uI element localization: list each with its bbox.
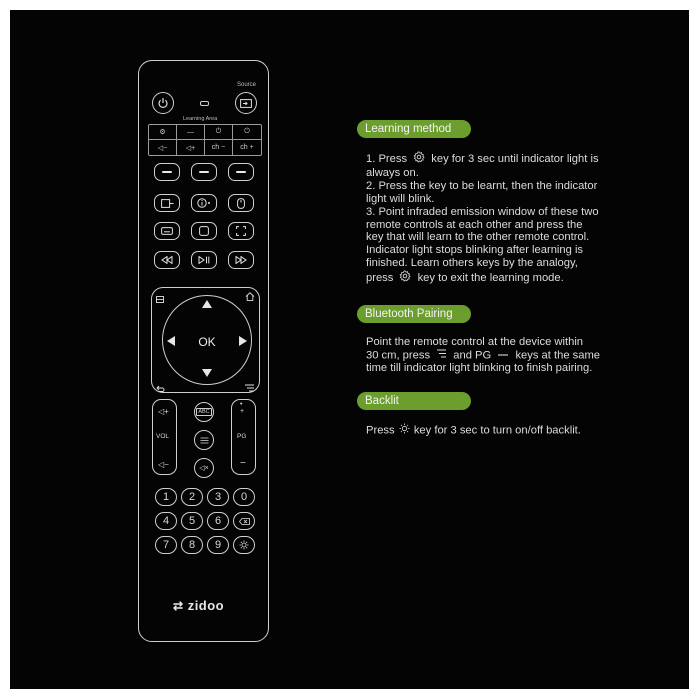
backlit-text: Press key for 3 sec to turn on/off backlit. <box>366 424 581 437</box>
stop-button[interactable] <box>191 222 217 240</box>
key-9[interactable]: 9 <box>207 536 229 554</box>
stop-icon <box>199 226 209 236</box>
input-button[interactable] <box>154 194 180 212</box>
mouse-button[interactable] <box>228 194 254 212</box>
key-7[interactable]: 7 <box>155 536 177 554</box>
brand-name: zidoo <box>187 598 225 613</box>
learning-key-ch-down[interactable]: ch − <box>205 140 233 155</box>
info-icon <box>197 198 211 208</box>
key-2[interactable]: 2 <box>181 488 203 506</box>
settings-list-button[interactable] <box>194 430 214 450</box>
play-pause-button[interactable] <box>191 251 217 269</box>
learning-key-vol-down[interactable]: ◁− <box>149 140 177 155</box>
source-label: Source <box>237 82 257 88</box>
menu-lines-icon <box>436 349 447 362</box>
forward-icon <box>235 256 247 264</box>
menu-corner-icon[interactable] <box>156 290 164 308</box>
source-icon <box>240 99 252 108</box>
key-6[interactable]: 6 <box>207 512 229 530</box>
learning-key-2[interactable]: — <box>177 125 205 140</box>
mute-button[interactable] <box>194 458 214 478</box>
right-arrow-icon[interactable] <box>239 336 247 346</box>
key-1[interactable]: 1 <box>155 488 177 506</box>
key-8[interactable]: 8 <box>181 536 203 554</box>
indicator-light <box>200 101 209 106</box>
learning-method-text: 1. Press key for 3 sec until indicator light is always on. 2. Press the key to be learnt, then the indicator light will blink. 3. Point infraded emission window of these two remote controls at each other and press the key that will learn to the other remote control. Indicator light stops blinking after learning is finished. Learn others keys by the analogy, press key to exit the learning mode. <box>366 152 599 285</box>
zoom-button[interactable] <box>228 222 254 240</box>
volume-label: VOL <box>156 433 170 440</box>
list-icon <box>200 437 209 444</box>
learning-key-power-2[interactable]: ⏻ <box>233 125 261 140</box>
volume-down-icon[interactable]: ◁− <box>158 460 169 469</box>
zoom-icon <box>236 226 246 236</box>
backspace-icon <box>239 518 250 525</box>
power-icon <box>157 97 169 109</box>
volume-up-icon[interactable]: ◁+ <box>158 407 169 416</box>
left-arrow-icon[interactable] <box>167 336 175 346</box>
color-key-1[interactable] <box>154 163 180 181</box>
settings-gear-icon <box>413 151 425 167</box>
abc-button[interactable] <box>194 402 214 422</box>
home-icon[interactable] <box>245 288 255 306</box>
key-0[interactable]: 0 <box>233 488 255 506</box>
backlit-heading: Backlit <box>357 392 471 410</box>
mouse-icon <box>237 198 245 209</box>
product-infographic <box>10 10 689 689</box>
backlight-sun-icon <box>399 423 410 438</box>
learning-key-vol-up[interactable]: ◁+ <box>177 140 205 155</box>
key-5[interactable]: 5 <box>181 512 203 530</box>
key-4[interactable]: 4 <box>155 512 177 530</box>
forward-button[interactable] <box>228 251 254 269</box>
rewind-button[interactable] <box>154 251 180 269</box>
back-icon[interactable] <box>156 379 166 397</box>
subtitle-button[interactable] <box>154 222 180 240</box>
learning-area <box>148 124 262 156</box>
power-button[interactable] <box>152 92 174 114</box>
color-key-2[interactable] <box>191 163 217 181</box>
backlight-icon <box>239 540 249 550</box>
learning-method-heading: Learning method <box>357 120 471 138</box>
input-icon <box>161 199 174 208</box>
bluetooth-pairing-heading: Bluetooth Pairing <box>357 305 471 323</box>
learning-key-ch-up[interactable]: ch + <box>240 144 254 151</box>
up-arrow-icon[interactable] <box>202 300 212 308</box>
page-down-icon[interactable]: − <box>240 458 246 469</box>
down-arrow-icon[interactable] <box>202 369 212 377</box>
bluetooth-pairing-text: Point the remote control at the device within 30 cm, press and PG keys at the same time till indicator light blinking to finish pairing. <box>366 336 601 375</box>
play-pause-icon <box>198 256 210 264</box>
key-3[interactable]: 3 <box>207 488 229 506</box>
backspace-key[interactable] <box>233 512 255 530</box>
info-button[interactable] <box>191 194 217 212</box>
abc-label: ABC <box>198 409 210 415</box>
learning-key-power-1[interactable]: ⏻ <box>205 125 233 140</box>
learning-area-label: Learning Area <box>180 116 220 122</box>
settings-gear-icon <box>399 270 411 286</box>
page-up-icon[interactable]: • + <box>240 401 245 415</box>
color-key-3[interactable] <box>228 163 254 181</box>
learning-key-settings[interactable]: ⚙ <box>149 125 177 140</box>
minus-key-icon <box>497 349 509 362</box>
menu-icon[interactable] <box>244 379 255 397</box>
ok-button[interactable]: OK <box>198 335 216 349</box>
source-button[interactable] <box>235 92 257 114</box>
mute-icon: ◁× <box>199 465 209 472</box>
subtitle-icon <box>161 227 173 235</box>
page-label: PG <box>237 433 247 440</box>
rewind-icon <box>161 256 173 264</box>
zidoo-logo-icon: ⇄ <box>173 599 184 613</box>
brand-logo <box>173 598 245 613</box>
backlight-key[interactable] <box>233 536 255 554</box>
